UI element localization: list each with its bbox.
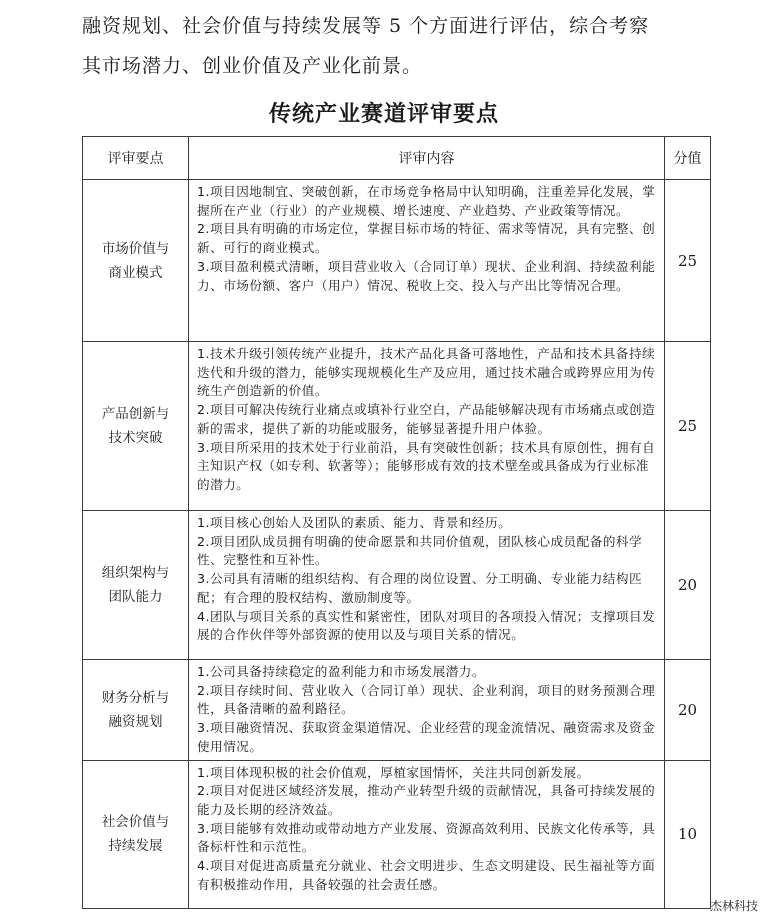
score-cell: 20 (665, 660, 711, 761)
content-item: 1.项目体现积极的社会价值观，厚植家国情怀，关注共同创新发展。 (197, 764, 590, 780)
review-content-cell (189, 342, 665, 511)
score-cell: 25 (665, 180, 711, 342)
table-title: 传统产业赛道评审要点 (268, 101, 499, 127)
review-point-line: 团队能力 (108, 589, 163, 605)
table-row (83, 511, 711, 660)
content-item: 1.项目因地制宜、突破创新，在市场竞争格局中认知明确，注重差异化发展，掌握所在产业（行业）的产业规模、增长速度、产业趋势、产业政策等情况。 (197, 184, 656, 218)
review-point-line: 市场价值与 (101, 240, 170, 257)
header-review-point: 评审要点 (83, 137, 189, 180)
intro-line-2: 其市场潜力、创业价值及产业化前景。 (82, 55, 423, 77)
content-item: 4.项目对促进高质量充分就业、社会文明进步、生态文明建设、民生福祉等方面有积极推动作用，具备较强的社会责任感。 (197, 858, 656, 892)
content-item: 3.公司具有清晰的组织结构、有合理的岗位设置、分工明确、专业能力结构匹配；有合理的股权结构、激励制度等。 (197, 571, 643, 605)
review-point-cell (83, 511, 189, 660)
review-point-line: 融资规划 (108, 713, 163, 730)
review-point-cell (83, 342, 189, 511)
content-item: 3.项目能够有效推动或带动地方产业发展、资源高效利用、民族文化传承等，具备标杆性和示范性。 (197, 820, 656, 855)
table-row (83, 180, 711, 342)
table-header-row (83, 137, 711, 180)
content-item: 2.项目存续时间、营业收入（合同订单）现状、企业利润，项目的财务预测合理性，具备清晰的盈利路径。 (197, 682, 656, 717)
content-item: 2.项目对促进区域经济发展，推动产业转型升级的贡献情况，具备可持续发展的能力及长期的经济效益。 (197, 783, 656, 817)
review-point-line: 组织架构与 (101, 565, 170, 581)
content-item: 1.项目核心创始人及团队的素质、能力、背景和经历。 (197, 515, 512, 530)
review-point-cell (83, 660, 189, 761)
review-table (82, 136, 711, 909)
review-point-cell (83, 180, 189, 342)
review-point-line: 持续发展 (108, 838, 163, 855)
content-item: 2.项目团队成员拥有明确的使命愿景和共同价值观，团队核心成员配备的科学性、完整性和互补性。 (197, 533, 643, 568)
watermark-logo: 杰林科技 (709, 899, 758, 913)
content-item: 1.技术升级引领传统产业提升，技术产品化具备可落地性，产品和技术具备持续迭代和升级的潜力，能够实现规模化生产及应用，通过技术融合或跨界应用为传统生产创造新的价值。 (197, 346, 656, 399)
content-item: 2.项目可解决传统行业痛点或填补行业空白，产品能够解决现有市场痛点或创造新的需求，提供了新的功能或服务，能够显著提升用户体验。 (197, 402, 656, 436)
content-item: 1.公司具备持续稳定的盈利能力和市场发展潜力。 (197, 664, 485, 679)
review-content-cell (189, 660, 665, 761)
review-point-line: 产品创新与 (101, 406, 170, 422)
content-item: 2.项目具有明确的市场定位，掌握目标市场的特征、需求等情况，具有完整、创新、可行的商业模式。 (197, 221, 656, 256)
table-row (83, 760, 711, 908)
review-point-line: 社会价值与 (101, 814, 170, 831)
score-cell: 25 (665, 342, 711, 511)
table-row (83, 660, 711, 761)
intro-line-1: 融资规划、社会价值与持续发展等 5 个方面进行评估，综合考察 (82, 15, 650, 37)
score-cell: 20 (665, 511, 711, 660)
review-content-cell (189, 760, 665, 908)
review-point-line: 技术突破 (108, 430, 163, 446)
header-review-content: 评审内容 (189, 137, 665, 180)
review-content-cell (189, 180, 665, 342)
review-point-line: 商业模式 (108, 264, 163, 281)
content-item: 3.项目盈利模式清晰，项目营业收入（合同订单）现状、企业利润、持续盈利能力、市场份额、客户（用户）情况、税收上交、投入与产出比等情况合理。 (197, 258, 656, 293)
content-item: 3.项目所采用的技术处于行业前沿，具有突破性创新；技术具有原创性，拥有自主知识产权（如专利、软著等）；能够形成有效的技术壁垒或具备成为行业标准的潜力。 (197, 439, 656, 492)
content-item: 3.项目融资情况、获取资金渠道情况、企业经营的现金流情况、融资需求及资金使用情况。 (197, 720, 656, 754)
header-score: 分值 (665, 137, 711, 180)
review-point-cell (83, 760, 189, 908)
content-item: 4.团队与项目关系的真实性和紧密性，团队对项目的各项投入情况；支撑项目发展的合作伙伴等外部资源的使用以及与项目关系的情况。 (197, 608, 656, 643)
review-content-cell (189, 511, 665, 660)
table-row (83, 342, 711, 511)
intro-paragraph (82, 6, 712, 86)
review-point-line: 财务分析与 (101, 689, 170, 706)
score-cell: 10 (665, 760, 711, 908)
